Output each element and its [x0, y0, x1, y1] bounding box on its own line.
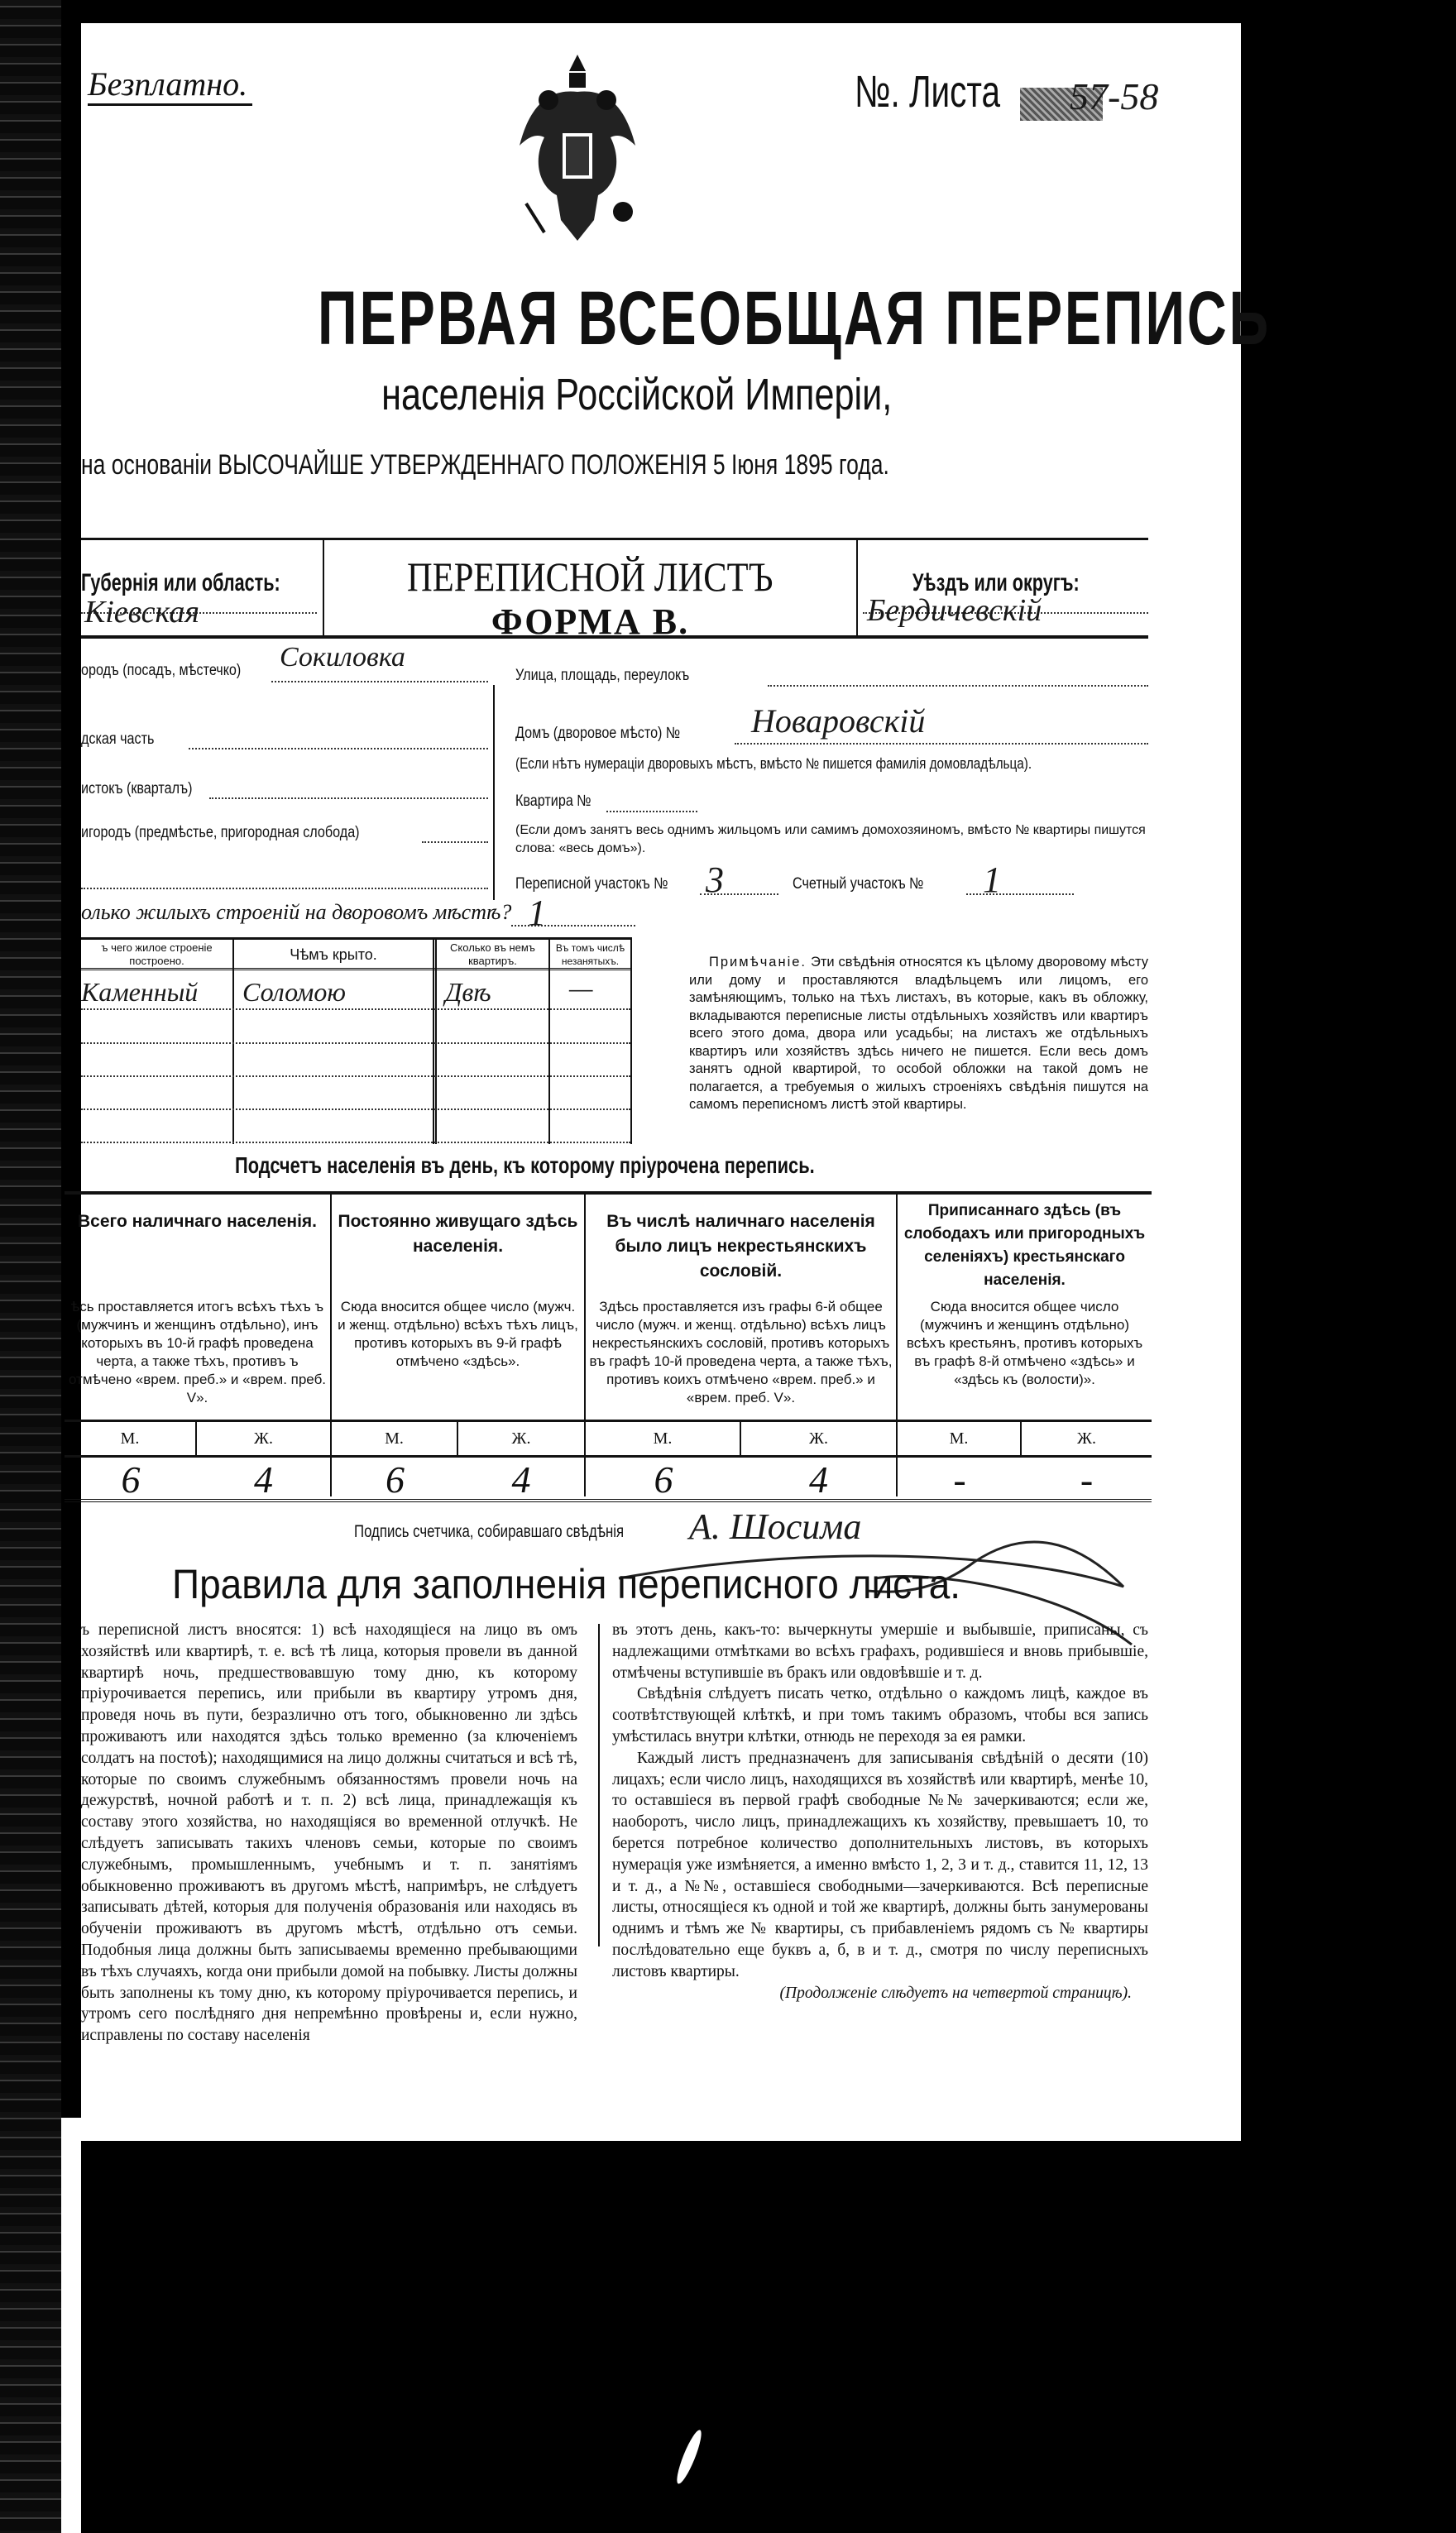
buildings-table: [81, 937, 632, 1144]
district-label: Уѣздъ или округъ:: [912, 569, 1080, 596]
suburb-field-extra: [81, 888, 488, 889]
page-title: ПЕРВАЯ ВСЕОБЩАЯ ПЕРЕПИСЬ: [318, 276, 1272, 361]
column-header: Въ томъ числѣ незанятыхъ.: [555, 942, 625, 967]
f-label: Ж.: [741, 1420, 896, 1458]
column-header: ъ чего жилое строеніе построено.: [101, 941, 213, 967]
value-male: 6: [654, 1458, 673, 1501]
rules-title: Правила для заполненія переписного листа.: [172, 1561, 961, 1607]
basis-wrap: [81, 449, 1117, 481]
form-name: ФОРМА В.: [491, 601, 690, 642]
m-label: М.: [65, 1420, 197, 1458]
divider: [598, 1624, 600, 1946]
value-female: 4: [254, 1458, 273, 1501]
sheet-number-value: 57-58: [1070, 75, 1159, 117]
column-header: Постоянно живущаго здѣсь населенія.: [338, 1212, 578, 1256]
double-headed-eagle-icon: [511, 55, 644, 245]
suburb-label: игородъ (предмѣстье, пригородная слобода): [81, 824, 360, 841]
town-label: ородъ (посадъ, мѣстечко): [81, 662, 242, 679]
city-part-field: [189, 748, 488, 749]
scan-edge-line: [61, 2118, 81, 2533]
value-male: 6: [386, 1458, 405, 1501]
street-label: Улица, площадь, переулокъ: [515, 667, 690, 684]
m-label: М.: [898, 1420, 1022, 1458]
population-column: [586, 1195, 898, 1501]
street-field: [768, 685, 1148, 687]
divider: [493, 685, 495, 900]
population-table: [65, 1191, 1152, 1502]
population-column: [332, 1195, 586, 1501]
column-header: Чѣмъ крыто.: [290, 946, 377, 963]
population-column: [65, 1195, 332, 1501]
value-female: 4: [511, 1458, 531, 1501]
value-female: 4: [809, 1458, 828, 1501]
f-label: Ж.: [1022, 1420, 1152, 1458]
rules-paragraph: Каждый листъ предназначенъ для записыванія свѣдѣній о десяти (10) лицахъ; если число лицъ, находящихся въ хозяйствѣ или квартирѣ, менѣе 10, то оставшіеся въ первой графѣ свободные №№ зачеркиваются; если же, наоборотъ, число лицъ, принадлежащихъ къ хозяйству, превышаетъ 10, то берется потребное количество дополнительныхъ листовъ, въ которыхъ нумерація уже измѣняется, а именно вмѣсто 1, 2, 3 и т. д., ставится 11, 12, 13 и т. д., а №№, оставшіеся свободными—зачеркиваются. Всѣ переписные листы, относящіеся къ одной и той же квартирѣ, должны быть занумерованы однимъ и тѣмъ же № квартиры, съ прибавленіемъ рядомъ съ № квартиры послѣдовательно еще буквъ а, б, в и т. д., смотря по числу переписныхъ листовъ квартиры.: [612, 1749, 1148, 1980]
district-value: Бердичевскій: [867, 593, 1042, 628]
legal-basis: на основаніи ВЫСОЧАЙШЕ УТВЕРЖДЕННАГО ПОЛОЖЕНІЯ 5 Іюня 1895 года.: [81, 449, 889, 481]
city-part-label: дская часть: [81, 730, 155, 748]
apartment-note: (Если домъ занятъ весь однимъ жильцомъ или самимъ домохозяиномъ, вмѣсто № квартиры пишутся слова: «весь домъ»).: [515, 823, 1146, 855]
count-district-label: Счетный участокъ №: [793, 875, 924, 893]
buildings-question: олько жилыхъ строеній на дворовомъ мѣстѣ?: [81, 900, 512, 924]
title-wrap: [132, 275, 1272, 362]
count-district-value: 1: [983, 859, 1001, 900]
column-description: Сюда вносится общее число (мужчинъ и женщинъ отдѣльно) всѣхъ крестьянъ, противъ которыхъ въ графѣ 8-й отмѣчено «здѣсь» и «здѣсь къ (волости)».: [906, 1299, 1143, 1387]
census-district-value: 3: [706, 859, 724, 900]
m-label: М.: [332, 1420, 458, 1458]
population-column: [898, 1195, 1152, 1501]
apartment-field: [606, 811, 697, 812]
rules-paragraph: Свѣдѣнія слѣдуетъ писать четко, отдѣльно о каждомъ лицѣ, каждое въ соотвѣтствующей клѣткѣ, и при томъ такимъ образомъ, чтобы вся запись умѣстилась внутри клѣтки, отнюдь не переходя за ея рамки.: [612, 1685, 1148, 1745]
scan-left-edge: [0, 0, 61, 2533]
suburb-field: [422, 841, 488, 843]
house-value: Новаровскій: [751, 702, 926, 740]
population-title-wrap: [81, 1152, 1062, 1179]
note-text: Эти свѣдѣнія относятся къ цѣлому дворовому мѣсту или дому и проставляются владѣльцемъ или лицомъ, его замѣняющимъ, только на тѣхъ листахъ, въ которые, какъ въ обложку, вкладываются переписные листы отдѣльныхъ хозяйствъ или квартиръ всего этого дома, двора или усадьбы; на листахъ же отдѣльныхъ квартиръ или хозяйствъ здѣсь ничего не пишется. Если весь домъ занятъ одной квартирой, то особой обложки на такой домъ не полагается, а требуемыя о жилыхъ строеніяхъ свѣдѣнія пишутся на самомъ переписномъ листѣ этой квартиры.: [689, 955, 1148, 1112]
column-header: Всего наличнаго населенія.: [77, 1212, 318, 1231]
counter-signature: А. Шосима: [689, 1506, 862, 1547]
column-header: Приписаннаго здѣсь (въ слободахъ или пригородныхъ селеніяхъ) крестьянскаго населенія.: [903, 1202, 1146, 1289]
town-value: Сокиловка: [280, 642, 405, 673]
free-label: Безплатно.: [88, 65, 252, 106]
divider: [81, 538, 1148, 540]
buildings-answer: 1: [528, 893, 546, 933]
block-label: истокъ (кварталъ): [81, 780, 193, 797]
scan-mark: [673, 2428, 705, 2486]
page-subtitle: населенія Россійской Имперіи,: [381, 370, 893, 419]
m-label: М.: [586, 1420, 741, 1458]
signature-label: Подпись счетчика, собиравшаго свѣдѣнія: [354, 1522, 625, 1541]
form-title: ПЕРЕПИСНОЙ ЛИСТЪ: [407, 553, 774, 600]
rules-right-column: [612, 1620, 1148, 2004]
column-description: ѣсь проставляется итогъ всѣхъ тѣхъ ъ (мужчинъ и женщинъ отдѣльно), инъ которыхъ въ 10-й графѣ проведена черта, а также тѣхъ, противъ ъ отмѣчено «врем. преб.» и «врем. преб. V».: [68, 1299, 327, 1405]
table-cell: Каменный: [81, 977, 199, 1007]
continued-note: (Продолженіе слѣдуетъ на четвертой страницѣ).: [779, 1984, 1132, 2002]
f-label: Ж.: [197, 1420, 330, 1458]
table-cell: Соломою: [242, 977, 346, 1007]
block-field: [209, 797, 488, 799]
column-description: Здѣсь проставляется изъ графы 6-й общее число (мужч. и женщ. отдѣльно) всѣхъ лицъ некрестьянскихъ сословій, противъ которыхъ въ графѣ 10-й проведена черта, а также тѣхъ, противъ коихъ отмѣчено «врем. преб.» и «врем. преб. V».: [589, 1299, 893, 1405]
column-header: Въ числѣ наличнаго населенія было лицъ некрестьянскихъ сословій.: [606, 1212, 875, 1281]
table-cell: Двѣ: [445, 977, 491, 1007]
table-cell: —: [569, 973, 593, 1003]
apartment-label: Квартира №: [515, 792, 592, 810]
province-label: Губернія или область:: [81, 569, 280, 596]
buildings-note: [689, 954, 1148, 1114]
value-male: -: [953, 1458, 966, 1501]
sheet-number-label: №. Листа: [855, 67, 1001, 117]
divider: [856, 538, 858, 637]
town-field: [271, 681, 488, 682]
column-header: Сколько въ немъ квартиръ.: [450, 941, 535, 967]
f-label: Ж.: [458, 1420, 584, 1458]
province-value: Кіевская: [84, 595, 200, 630]
rules-paragraph: въ этотъ день, какъ-то: вычеркнуты умершіе и выбывшіе, приписаны, съ надлежащими отмѣтками во всѣхъ графахъ, родившіеся и вновь прибывшіе, отмѣчены вступившіе въ бракъ или овдовѣвшіе и т. д.: [612, 1621, 1148, 1682]
house-field: [735, 743, 1148, 745]
population-title: Подсчетъ населенія въ день, къ которому пріурочена перепись.: [235, 1152, 815, 1178]
note-title: Примѣчаніе.: [709, 955, 807, 970]
house-label: Домъ (дворовое мѣсто) №: [515, 725, 681, 742]
value-male: 6: [121, 1458, 141, 1501]
census-form-page: [68, 23, 1272, 2141]
subtitle-wrap: [290, 369, 984, 420]
column-description: Сюда вносится общее число (мужч. и женщ. отдѣльно) всѣхъ тѣхъ лицъ, противъ которыхъ въ 9-й графѣ отмѣчено «здѣсь».: [338, 1299, 578, 1369]
house-note: (Если нѣтъ нумераціи дворовыхъ мѣстъ, вмѣсто № пишется фамилія домовладѣльца).: [515, 755, 1032, 772]
value-female: -: [1080, 1458, 1094, 1501]
census-district-label: Переписной участокъ №: [515, 875, 668, 893]
rules-left-column: ъ переписной листъ вносятся: 1) всѣ находящіеся на лицо въ омъ хозяйствѣ или квартирѣ, т. е. всѣ тѣ лица, которыя провели въ данной квартирѣ ночь, предшествовавшую тому дню, къ которому пріурочивается перепись, или прибыли въ квартиру утромъ дня, проведя ночь въ пути, безразлично отъ того, обыкновенно ли здѣсь проживаютъ или находятся здѣсь только временно (за ключеніемъ солдатъ на постоѣ); находящимися на лицо должны считаться и всѣ тѣ, которые по своимъ служебнымъ обязанностямъ провели ночь на дежурствѣ, ночной работѣ и т. п. 2) всѣ лица, принадлежащія къ составу этого хозяйства, но находящіяся во временной отлучкѣ. Не слѣдуетъ записывать такихъ членовъ семьи, которые по своимъ служебнымъ, промышленнымъ, учебнымъ и т. п. занятіямъ обыкновенно проживаютъ въ другомъ мѣстѣ, напримѣръ, не слѣдуетъ записывать дѣтей, которыя для полученія образованія или находясь въ обученіи проживаютъ въ другомъ мѣстѣ, отдѣльно отъ семьи. Подобныя лица должны быть записываемы временно пребывающими въ тѣхъ случаяхъ, когда они прибыли домой на побывку. Листы должны быть заполнены къ тому дню, къ которому пріурочивается перепись, и утромъ сего послѣдняго дня непремѣнно провѣрены и, если нужно, исправлены по составу населенія: [81, 1621, 577, 2045]
